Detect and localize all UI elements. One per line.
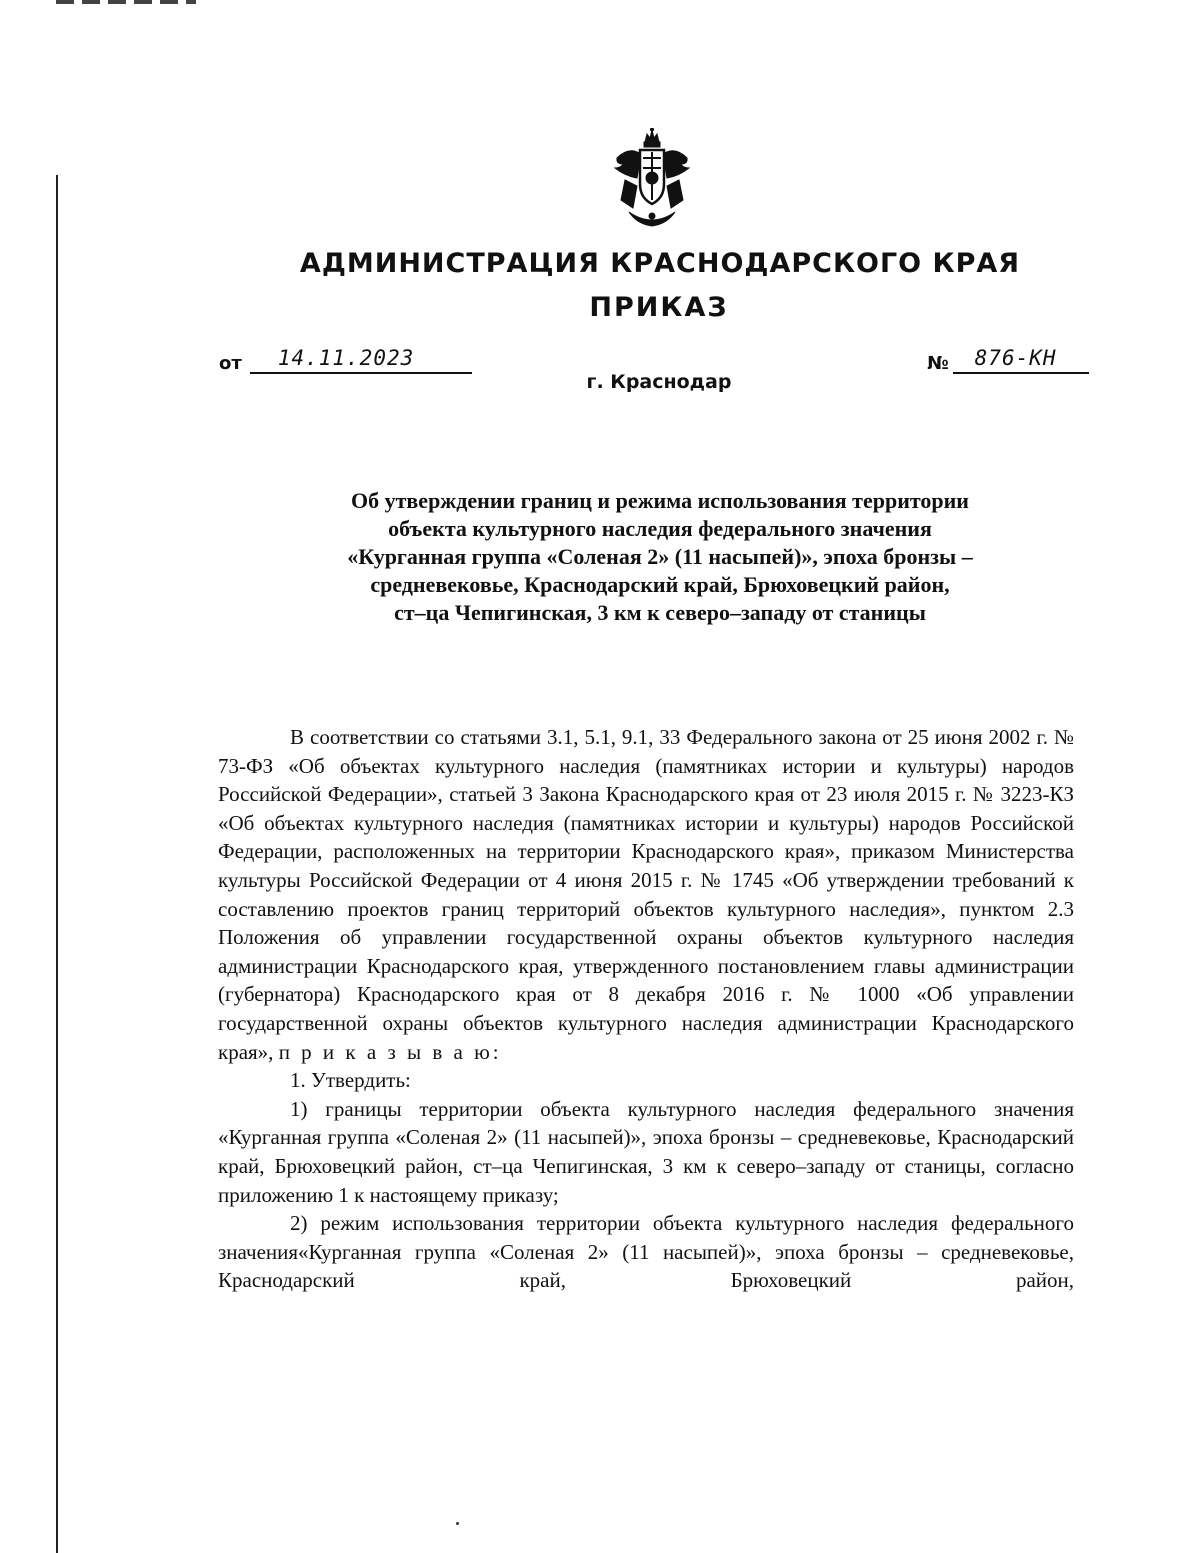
preamble-paragraph	[218, 723, 1074, 1066]
date-underline	[250, 346, 472, 374]
number-field	[927, 346, 1089, 374]
scan-artifact-top	[56, 0, 196, 4]
number-prefix: №	[927, 353, 949, 374]
subject-line: средневековье, Краснодарский край, Брюховецкий район,	[370, 572, 950, 597]
document-type: ПРИКАЗ	[589, 292, 729, 323]
city-line: г. Краснодар	[586, 371, 732, 393]
number-value: 876-КН	[974, 346, 1057, 370]
preamble-text: В соответствии со статьями 3.1, 5.1, 9.1, 33 Федерального закона от 25 июня 2002 г. № 73-ФЗ «Об объектах культурного наследия (памятниках истории и культуры) народов Российской Федерации», статьей 3 Закона Краснодарского края от 23 июля 2015 г. № 3223-КЗ «Об объектах культурного наследия (памятниках истории и культуры) народов Российской Федерации, расположенных на территории Краснодарского края», приказом Министерства культуры Российской Федерации от 4 июня 2015 г. № 1745 «Об утверждении требований к составлению проектов границ территорий объектов культурного наследия», пунктом 2.3 Положения об управлении государственной охраны объектов культурного наследия администрации Краснодарского края, утвержденного постановлением главы администрации (губернатора) Краснодарского края от 8 декабря 2016 г. № 1000 «Об управлении государственной охраны объектов культурного наследия администрации Краснодарского края»,	[218, 725, 1074, 1064]
scan-artifact-dot	[456, 1522, 459, 1525]
organization-title: АДМИНИСТРАЦИЯ КРАСНОДАРСКОГО КРАЯ	[299, 248, 1021, 279]
date-value: 14.11.2023	[277, 346, 415, 370]
subject-line: «Курганная группа «Соленая 2» (11 насыпей)», эпоха бронзы –	[347, 544, 973, 569]
number-underline	[953, 346, 1089, 374]
document-subject	[230, 487, 1090, 627]
date-prefix: от	[219, 353, 242, 374]
coat-of-arms-icon	[607, 128, 697, 228]
order-word: п р и к а з ы в а ю:	[278, 1039, 502, 1064]
date-field	[219, 346, 472, 374]
item-1: 1. Утвердить:	[290, 1068, 411, 1093]
subject-line: ст–ца Чепигинская, 3 км к северо–западу от станицы	[394, 600, 926, 625]
subject-line: Об утверждении границ и режима использования территории	[351, 488, 969, 513]
document-body	[218, 723, 1074, 1295]
sub-item-2: 2) режим использования территории объекта культурного наследия федерального значения«Курганная группа «Соленая 2» (11 насыпей)», эпоха бронзы – средневековье, Краснодарский край, Брюховецкий район,	[218, 1211, 1074, 1293]
subject-line: объекта культурного наследия федерального значения	[388, 516, 932, 541]
sub-item-1: 1) границы территории объекта культурного наследия федерального значения «Курганная группа «Соленая 2» (11 насыпей)», эпоха бронзы – средневековье, Краснодарский край, Брюховецкий район, ст–ца Чепигинская, 3 км к северо–западу от станицы, согласно приложению 1 к настоящему приказу;	[218, 1096, 1074, 1207]
